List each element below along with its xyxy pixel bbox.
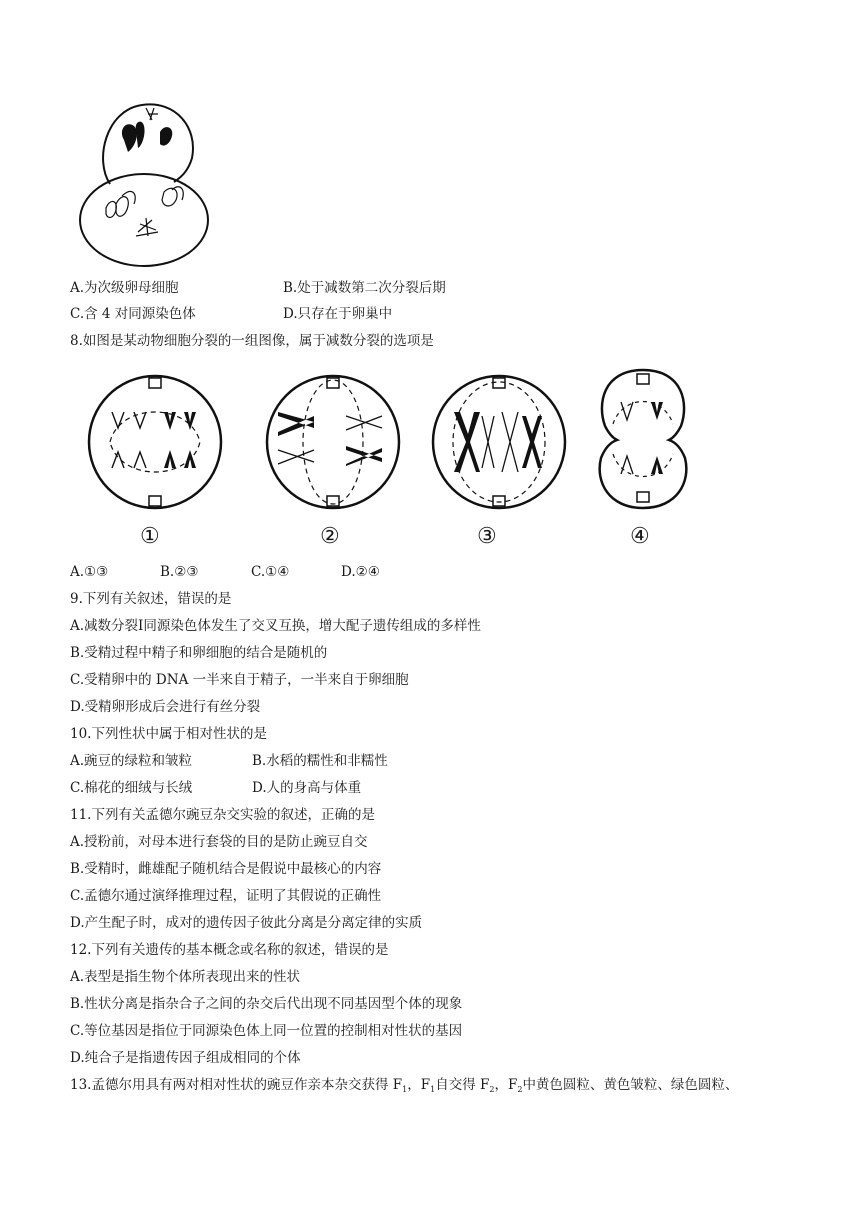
q7-option-c: C.含 4 对同源染色体 xyxy=(70,306,196,322)
q10-option-d: D.人的身高与体重 xyxy=(252,780,362,796)
q13-sub-1: 1 xyxy=(402,1085,408,1094)
q13-sub-4: 2 xyxy=(517,1085,523,1094)
q8-option-b: B.②③ xyxy=(160,564,199,580)
q11-option-c: C.孟德尔通过演绎推理过程，证明了其假说的正确性 xyxy=(70,888,382,904)
q12-stem: 12.下列有关遗传的基本概念或名称的叙述，错误的是 xyxy=(70,942,389,958)
q13-text-1: 13.孟德尔用具有两对相对性状的豌豆作亲本杂交获得 F xyxy=(70,1077,403,1093)
q11-option-b: B.受精时，雌雄配子随机结合是假说中最核心的内容 xyxy=(70,861,382,877)
q13-sub-3: 2 xyxy=(489,1085,495,1094)
q13-text-4: ，F xyxy=(494,1077,518,1093)
q8-stem: 8.如图是某动物细胞分裂的一组图像，属于减数分裂的选项是 xyxy=(70,333,434,349)
q8-figure-label-1: ① xyxy=(140,524,160,549)
q8-cell-figure-4 xyxy=(593,364,693,514)
q8-cell-figure-1 xyxy=(80,372,230,512)
q8-option-c: C.①④ xyxy=(251,564,290,580)
q11-option-a: A.授粉前，对母本进行套袋的目的是防止豌豆自交 xyxy=(70,834,368,850)
q8-option-d: D.②④ xyxy=(341,564,380,580)
q8-figure-label-2: ② xyxy=(320,524,340,549)
q9-option-a: A.减数分裂Ⅰ同源染色体发生了交叉互换，增大配子遗传组成的多样性 xyxy=(70,618,481,634)
q12-option-b: B.性状分离是指杂合子之间的杂交后代出现不同基因型个体的现象 xyxy=(70,996,463,1012)
q12-option-d: D.纯合子是指遗传因子组成相同的个体 xyxy=(70,1050,301,1066)
q8-cell-figure-3 xyxy=(424,372,574,512)
q7-option-a: A.为次级卵母细胞 xyxy=(70,280,179,296)
q9-option-d: D.受精卵形成后会进行有丝分裂 xyxy=(70,699,261,715)
q9-option-c: C.受精卵中的 DNA 一半来自于精子，一半来自于卵细胞 xyxy=(70,672,409,688)
q11-option-d: D.产生配子时，成对的遗传因子彼此分离是分离定律的实质 xyxy=(70,915,423,931)
q13-text-2: ，F xyxy=(407,1077,431,1093)
q10-option-a: A.豌豆的绿粒和皱粒 xyxy=(70,753,193,769)
q10-option-c: C.棉花的细绒与长绒 xyxy=(70,780,193,796)
q7-option-b: B.处于减数第二次分裂后期 xyxy=(283,280,446,296)
q8-option-a: A.①③ xyxy=(70,564,109,580)
q11-stem: 11.下列有关孟德尔豌豆杂交实验的叙述，正确的是 xyxy=(70,807,375,823)
q10-option-b: B.水稻的糯性和非糯性 xyxy=(252,753,388,769)
q8-cell-figure-2 xyxy=(258,372,408,512)
q10-stem: 10.下列性状中属于相对性状的是 xyxy=(70,726,267,742)
q8-figure-label-3: ③ xyxy=(477,524,497,549)
q9-option-b: B.受精过程中精子和卵细胞的结合是随机的 xyxy=(70,645,328,661)
q13-text-3: 自交得 F xyxy=(435,1077,490,1093)
q7-option-d: D.只存在于卵巢中 xyxy=(283,306,393,322)
q13-stem xyxy=(70,1076,738,1099)
q9-stem: 9.下列有关叙述，错误的是 xyxy=(70,591,232,607)
q12-option-a: A.表型是指生物个体所表现出来的性状 xyxy=(70,969,301,985)
q12-option-c: C.等位基因是指位于同源染色体上同一位置的控制相对性状的基因 xyxy=(70,1023,463,1039)
q13-text-5: 中黄色圆粒、黄色皱粒、绿色圆粒、 xyxy=(522,1077,739,1093)
q13-sub-2: 1 xyxy=(430,1085,436,1094)
q7-cell-figure xyxy=(76,100,226,270)
q8-figure-label-4: ④ xyxy=(630,524,650,549)
